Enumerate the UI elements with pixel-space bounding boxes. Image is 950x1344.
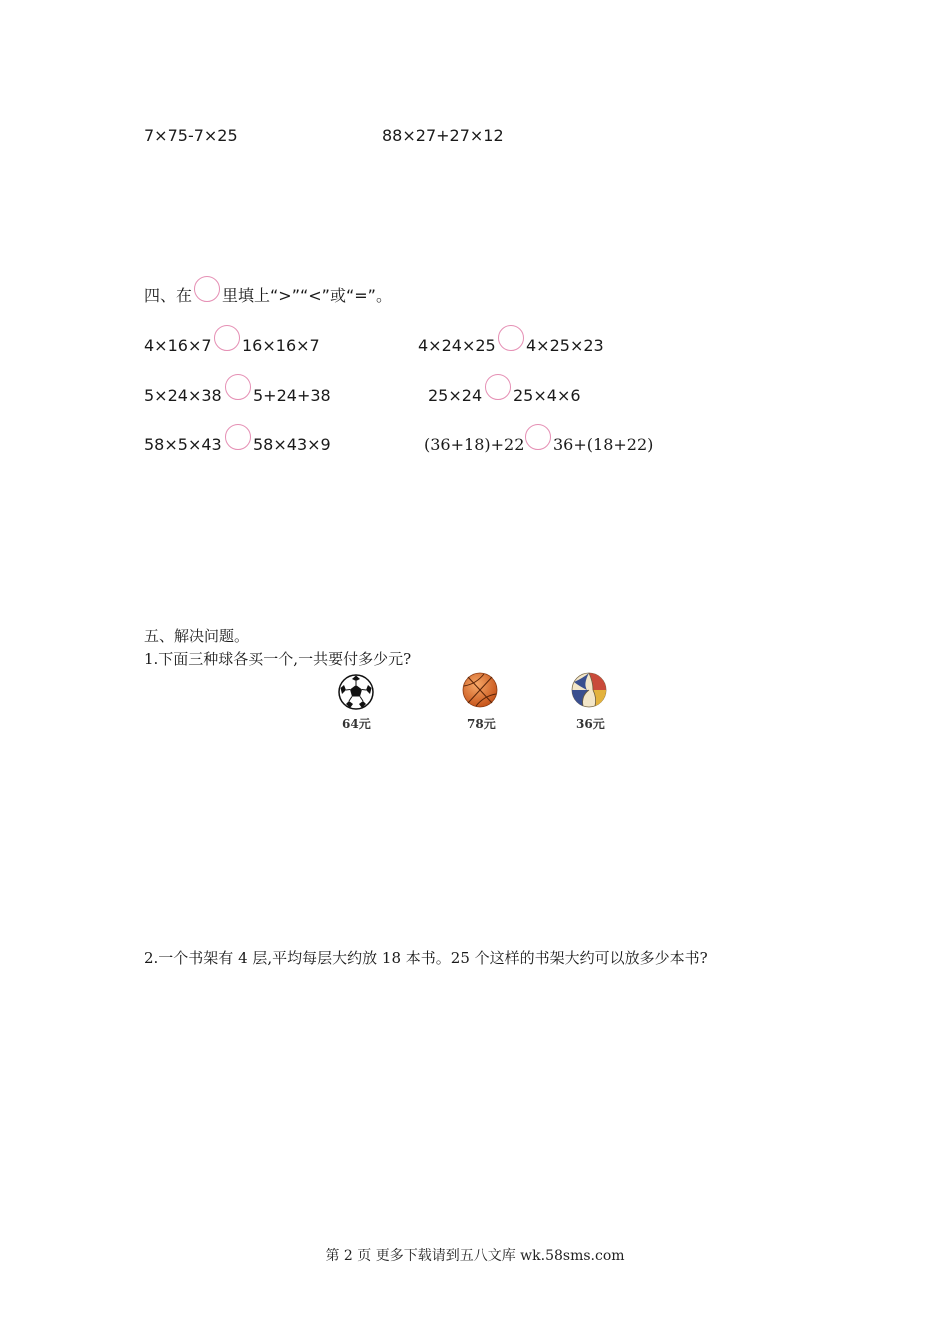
compare-left-a: 4×16×7 (144, 336, 212, 355)
compare-left-b: 5+24+38 (253, 386, 331, 405)
answer-circle[interactable] (485, 374, 511, 400)
expression-1: 7×75-7×25 (144, 126, 238, 145)
blank-circle-icon (194, 276, 220, 302)
answer-circle[interactable] (214, 325, 240, 351)
section-5-title: 五、解决问题。 (144, 627, 250, 645)
compare-left-a: 58×5×43 (144, 435, 222, 454)
price-label: 78元 (467, 717, 496, 731)
answer-circle[interactable] (225, 374, 251, 400)
question-2: 2.一个书架有 4 层,平均每层大约放 18 本书。25 个这样的书架大约可以放多少本书? (144, 949, 708, 967)
section-4-title-post: 里填上“>”“<”或“=”。 (222, 286, 392, 305)
compare-right-a: (36+18)+22 (424, 435, 525, 454)
compare-left-b: 16×16×7 (242, 336, 320, 355)
price-label: 64元 (342, 717, 371, 731)
compare-right-b: 25×4×6 (513, 386, 581, 405)
expression-2: 88×27+27×12 (382, 126, 504, 145)
basketball-icon (462, 672, 498, 708)
compare-right-b: 36+(18+22) (553, 435, 654, 454)
section-4-title-pre: 四、在 (144, 286, 193, 305)
question-1: 1.下面三种球各买一个,一共要付多少元? (144, 650, 412, 668)
compare-right-a: 25×24 (428, 386, 483, 405)
compare-left-a: 5×24×38 (144, 386, 222, 405)
price-label: 36元 (576, 717, 605, 731)
compare-right-b: 4×25×23 (526, 336, 604, 355)
compare-right-a: 4×24×25 (418, 336, 496, 355)
answer-circle[interactable] (525, 424, 551, 450)
soccer-ball-icon (338, 674, 374, 710)
answer-circle[interactable] (225, 424, 251, 450)
compare-left-b: 58×43×9 (253, 435, 331, 454)
volleyball-icon (571, 672, 607, 708)
page-footer: 第 2 页 更多下载请到五八文库 wk.58sms.com (325, 1248, 625, 1264)
answer-circle[interactable] (498, 325, 524, 351)
